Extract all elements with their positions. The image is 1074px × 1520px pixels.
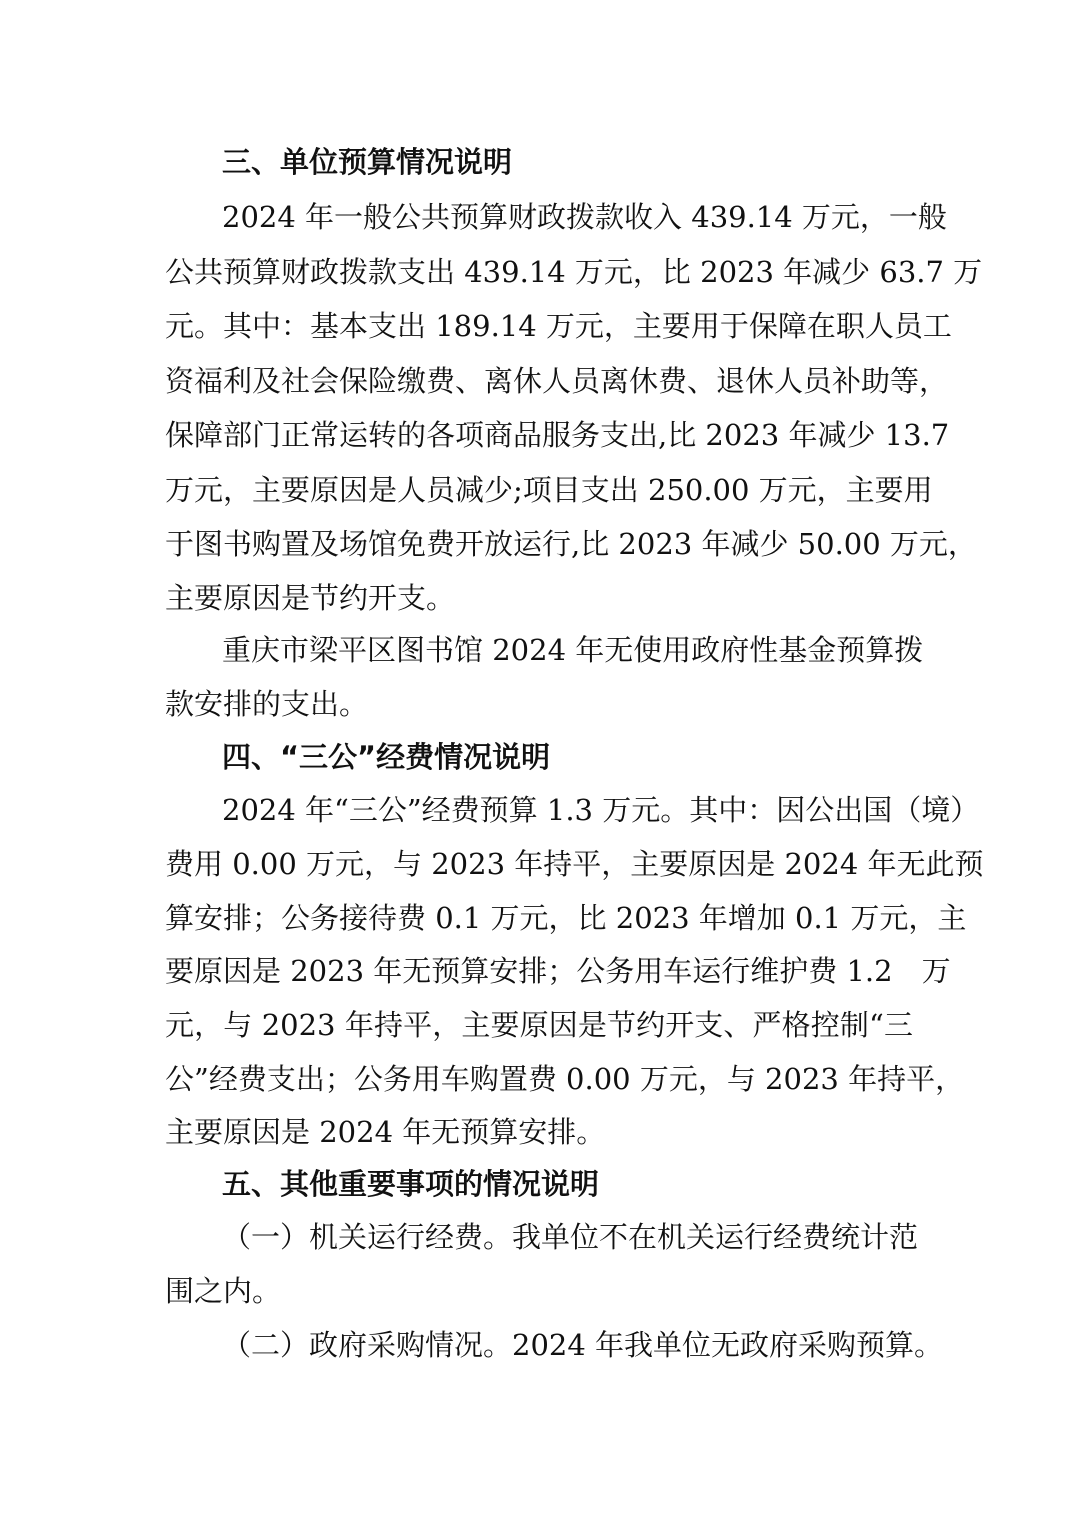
paragraph-line: 2024 年“三公”经费预算 1.3 万元。其中：因公出国（境） <box>222 793 980 827</box>
section-heading-three-public: 四、“三公”经费情况说明 <box>222 740 551 774</box>
paragraph-line: 算安排；公务接待费 0.1 万元，比 2023 年增加 0.1 万元，主 <box>165 901 967 935</box>
section-heading-other-matters: 五、其他重要事项的情况说明 <box>222 1167 600 1201</box>
paragraph-line: 保障部门正常运转的各项商品服务支出,比 2023 年减少 13.7 <box>165 418 950 452</box>
paragraph-line: 万元，主要原因是人员减少;项目支出 250.00 万元，主要用 <box>165 473 933 507</box>
paragraph-line: （一）机关运行经费。我单位不在机关运行经费统计范 <box>222 1220 919 1254</box>
paragraph-line: 费用 0.00 万元，与 2023 年持平，主要原因是 2024 年无此预 <box>165 847 984 881</box>
section-heading-budget: 三、单位预算情况说明 <box>222 145 513 179</box>
paragraph-line: 重庆市梁平区图书馆 2024 年无使用政府性基金预算拨 <box>222 633 924 667</box>
paragraph-line: 要原因是 2023 年无预算安排；公务用车运行维护费 1.2 万 <box>165 954 951 988</box>
paragraph-line: （二）政府采购情况。2024 年我单位无政府采购预算。 <box>222 1328 944 1362</box>
paragraph-line: 围之内。 <box>165 1274 282 1308</box>
paragraph-line: 于图书购置及场馆免费开放运行,比 2023 年减少 50.00 万元， <box>165 527 977 561</box>
paragraph-line: 2024 年一般公共预算财政拨款收入 439.14 万元，一般 <box>222 200 947 234</box>
paragraph-line: 元，与 2023 年持平，主要原因是节约开支、严格控制“三 <box>165 1008 913 1042</box>
paragraph-line: 主要原因是节约开支。 <box>165 581 456 615</box>
paragraph-line: 公共预算财政拨款支出 439.14 万元，比 2023 年减少 63.7 万 <box>165 255 983 289</box>
paragraph-line: 资福利及社会保险缴费、离休人员离休费、退休人员补助等， <box>165 364 949 398</box>
paragraph-line: 公”经费支出；公务用车购置费 0.00 万元，与 2023 年持平， <box>165 1062 965 1096</box>
paragraph-line: 主要原因是 2024 年无预算安排。 <box>165 1115 606 1149</box>
paragraph-line: 款安排的支出。 <box>165 687 369 721</box>
paragraph-line: 元。其中：基本支出 189.14 万元，主要用于保障在职人员工 <box>165 309 952 343</box>
